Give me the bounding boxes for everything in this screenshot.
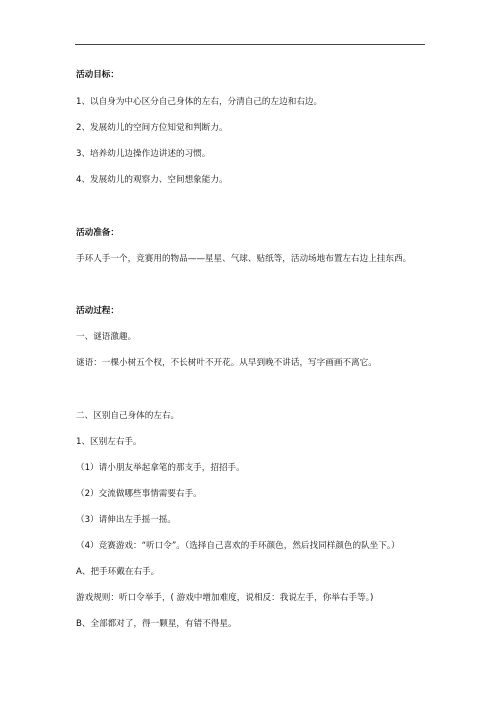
prep-heading: 活动准备： [76,228,119,238]
process-line-1: 一、谜语激趣。 [76,332,137,342]
header-rule [75,44,425,45]
process-line-3: 二、区别自己身体的左右。 [76,411,180,421]
goal-heading: 活动目标： [76,70,119,80]
process-line-2: 谜语：一棵小树五个杈，不长树叶不开花。从早到晚不讲话，写字画画不离它。 [76,358,377,368]
goal-item-1: 1、以自身为中心区分自己身体的左右，分清自己的左边和右边。 [76,97,323,107]
process-line-9: A、把手环戴在右手。 [76,567,160,577]
goal-item-3: 3、培养幼儿边操作边讲述的习惯。 [76,149,211,159]
process-line-11: B、全部都对了，得一颗星，有错不得星。 [76,619,237,629]
process-line-8: （4）竞赛游戏：“听口令”。（选择自己喜欢的手环颜色，然后找同样颜色的队坐下。） [76,541,400,551]
goal-item-2: 2、发展幼儿的空间方位知觉和判断力。 [76,123,228,133]
process-heading: 活动过程： [76,306,119,316]
prep-text: 手环人手一个，竞赛用的物品——星星、气球、贴纸等，活动场地布置左右边上挂东西。 [76,254,412,264]
process-line-7: （3）请伸出左手摇一摇。 [76,515,176,525]
process-line-4: 1、区别左右手。 [76,437,142,447]
process-line-6: （2）交流做哪些事情需要右手。 [76,489,202,499]
goal-item-4: 4、发展幼儿的观察力、空间想象能力。 [76,175,228,185]
process-line-5: （1）请小朋友举起拿笔的那支手，招招手。 [76,463,245,473]
process-line-10: 游戏规则：听口令举手，( 游戏中增加难度，说相反：我说左手，你举右手等。) [76,593,374,603]
